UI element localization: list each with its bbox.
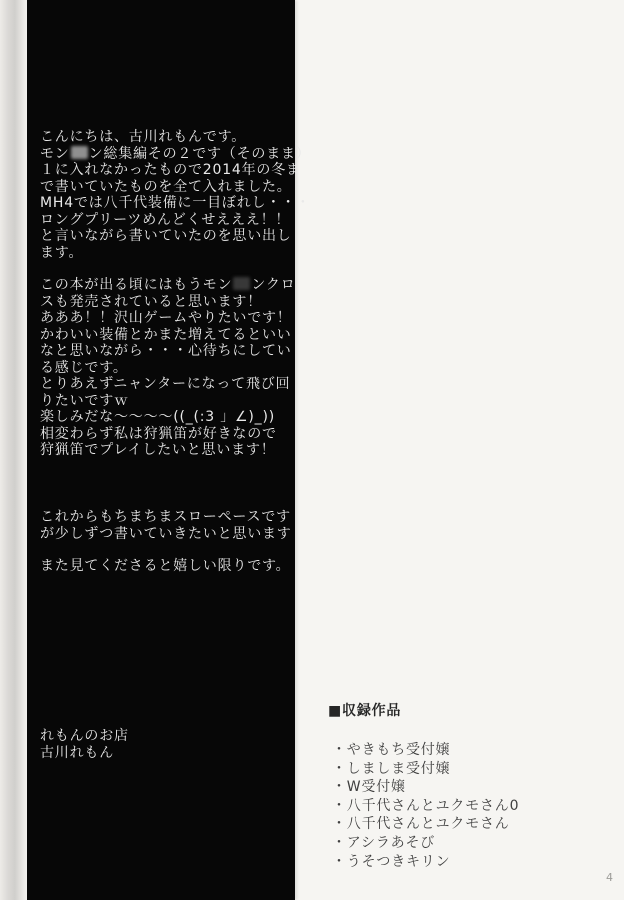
text-line: スも発売されていると思います！ [40, 293, 262, 310]
text-line: 楽しみだな～～～～((_(:3 」∠)_)) [40, 409, 275, 425]
included-works-list [332, 741, 519, 871]
text-line: かわいい装備とかまた増えてるといい [40, 326, 292, 343]
text-line: とりあえずニャンターになって飛び回 [40, 376, 291, 392]
text-segment: ン総集編その２です（そのまま） [88, 145, 311, 162]
signature-block [40, 728, 129, 762]
text-line: と言いながら書いていたのを思い出し [40, 228, 292, 244]
work-item: ・八千代さんとユクモさん [332, 816, 510, 833]
text-line [40, 277, 296, 294]
text-line: これからもちまちまスローペースです [40, 509, 291, 525]
text-line: また見てくださると嬉しい限りです。 [40, 558, 291, 574]
page-number: 4 [606, 871, 613, 884]
page-binding-shadow [0, 0, 27, 900]
text-segment: モン [40, 145, 70, 162]
censored-word-patch [233, 277, 250, 290]
text-line: なと思いながら・・・心待ちにしてい [40, 343, 292, 359]
text-line: こんにちは、古川れもんです。 [40, 129, 247, 145]
text-line: る感じです。 [40, 359, 128, 376]
text-line: あああ！！沢山ゲームやりたいです！ [40, 310, 292, 326]
work-item: ・八千代さんとユクモさん0 [332, 797, 520, 814]
work-item: ・アシラあそび [332, 834, 436, 851]
text-line: MH4では八千代装備に一目ぼれし・・・ [40, 195, 311, 211]
game-talk-paragraph [40, 277, 296, 459]
text-segment: この本が出る頃にはもうモン [40, 277, 233, 293]
included-works-heading: ■収録作品 [328, 703, 402, 719]
text-line: １に入れなかったもので2014年の冬ま [40, 162, 301, 178]
work-item: ・うそつきキリン [332, 853, 451, 870]
work-item: ・W受付嬢 [332, 779, 406, 796]
intro-paragraph [40, 129, 311, 261]
text-line: ロングプリーツめんどくせえええ！！ [40, 211, 291, 228]
work-item: ・しましま受付嬢 [332, 760, 451, 777]
text-line: で書いていたものを全て入れました。 [40, 178, 292, 195]
work-item: ・やきもち受付嬢 [332, 742, 451, 758]
text-segment: ンクロ [251, 277, 296, 293]
text-line: 狩猟笛でプレイしたいと思います！ [40, 442, 276, 458]
text-line: 相変わらず私は狩猟笛が好きなので [40, 425, 277, 442]
text-line [40, 146, 311, 163]
included-works-section [328, 700, 519, 871]
text-line: りたいですｗ [40, 392, 129, 409]
censored-word-patch [71, 146, 88, 159]
closing-paragraph [40, 509, 292, 575]
text-line: ます。 [40, 244, 84, 261]
afterword-panel [27, 0, 311, 900]
circle-name: れもんのお店 [40, 728, 129, 744]
text-line: が少しずつ書いていきたいと思います [40, 525, 292, 542]
author-name: 古川れもん [40, 745, 114, 761]
